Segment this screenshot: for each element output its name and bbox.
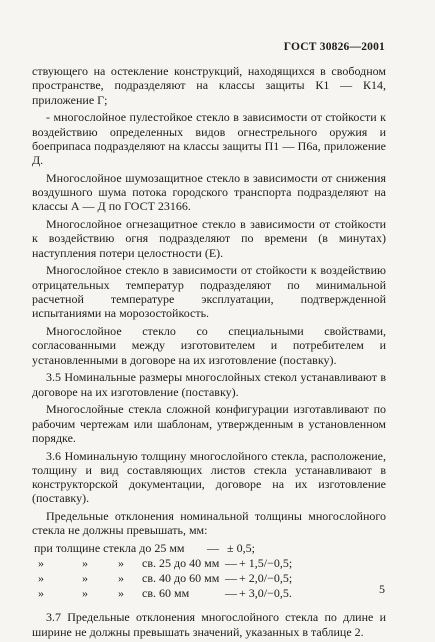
deviation-value: + 3,0/−0,5.	[239, 585, 292, 600]
deviation-dash: —	[225, 555, 237, 570]
paragraph-fire: Многослойное огнезащитное стекло в зависимости от стойкости к воздействию огня подразделяют по времени (в минутах) наступления потери целостности (Е).	[32, 217, 386, 260]
deviation-value: + 1,5/−0,5;	[239, 555, 293, 570]
deviation-dash: —	[225, 570, 237, 585]
deviation-range: св. 60 мм	[142, 585, 190, 600]
page-number: 5	[379, 582, 385, 596]
paragraph-special: Многослойное стекло со специальными свойствами, согласованными между изготовителем и потребителем и установленными в договоре на их изготовление (поставку).	[32, 324, 386, 367]
paragraph-complex: Многослойные стекла сложной конфигурации изготавливают по рабочим чертежам или шаблонам, утвержденным в установленном порядке.	[32, 402, 386, 445]
deviation-list	[32, 541, 386, 600]
paragraph-noise: Многослойное шумозащитное стекло в зависимости от снижения воздушного шума потока городского транспорта подразделяют на классы А — Д по ГОСТ 23166.	[32, 170, 386, 214]
deviation-dash: —	[207, 541, 219, 556]
deviation-row	[32, 556, 386, 571]
paragraph-deviations-intro: Предельные отклонения номинальной толщины многослойного стекла не должны превышать, мм:	[32, 509, 386, 538]
ditto-mark: »	[82, 555, 88, 570]
deviation-row	[32, 571, 386, 586]
ditto-mark: »	[118, 585, 124, 600]
ditto-mark: »	[118, 570, 124, 585]
ditto-mark: »	[82, 570, 88, 585]
document-body	[32, 64, 386, 642]
deviation-range: св. 25 до 40 мм	[142, 555, 220, 570]
ditto-mark: »	[118, 555, 124, 570]
paragraph-frost: Многослойное стекло в зависимости от стойкости к воздействию отрицательных температур подразделяют по минимальной расчетной температуре эксплуатации, подтвержденной испытаниями на морозостойкость.	[32, 263, 386, 321]
paragraph-3-7: 3.7 Предельные отклонения многослойного стекла по длине и ширине не должны превышать значений, указанных в таблице 2.	[32, 610, 386, 639]
deviation-row	[32, 541, 386, 556]
paragraph-3-5: 3.5 Номинальные размеры многослойных стекол устанавливают в договоре на их изготовление (поставку).	[32, 370, 386, 399]
deviation-dash: —	[225, 585, 237, 600]
ditto-mark: »	[82, 585, 88, 600]
paragraph-bulletproof: - многослойное пулестойкое стекло в зависимости от стойкости к воздействию определенных видов огнестрельного оружия и боеприпаса подразделяют на классы защиты П1 — П6а, приложение Д.	[32, 110, 386, 168]
ditto-mark: »	[38, 585, 44, 600]
deviation-value: + 2,0/−0,5;	[239, 570, 293, 585]
paragraph-continuation: ствующего на остекление конструкций, находящихся в свободном пространстве, подразделяют на классы защиты К1 — К14, приложение Г;	[32, 64, 386, 107]
deviation-value: ± 0,5;	[227, 541, 255, 556]
deviation-row	[32, 586, 386, 601]
paragraph-3-6: 3.6 Номинальную толщину многослойного стекла, расположение, толщину и вид составляющих листов стекла устанавливают в конструкторской документации, договоре на их изготовление (поставку).	[32, 448, 386, 506]
document-id: ГОСТ 30826—2001	[283, 41, 385, 53]
deviation-range: св. 40 до 60 мм	[142, 570, 220, 585]
deviation-label: при толщине стекла до 25 мм	[34, 541, 185, 556]
ditto-mark: »	[38, 570, 44, 585]
ditto-mark: »	[38, 555, 44, 570]
